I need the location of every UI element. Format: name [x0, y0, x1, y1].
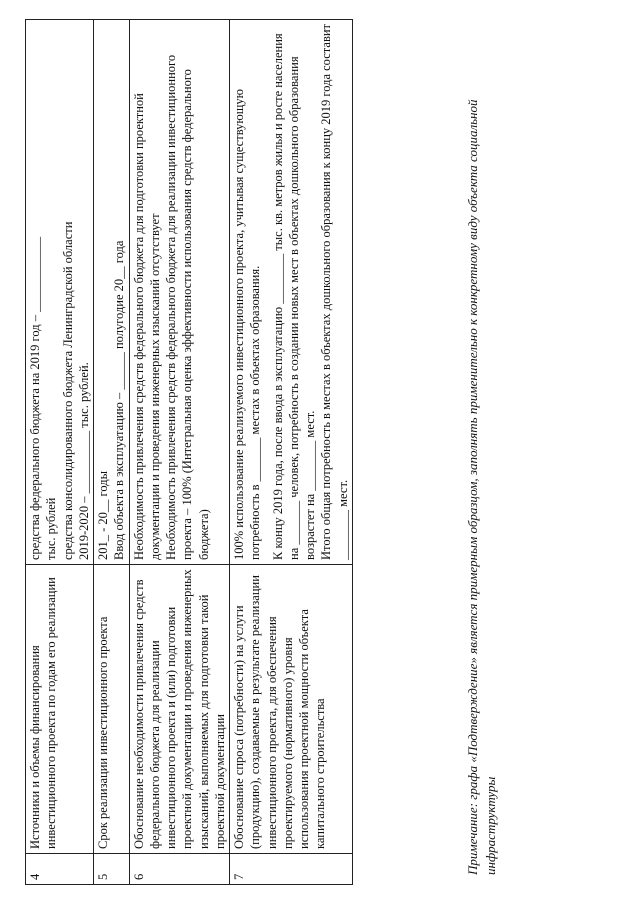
table-row: [94, 20, 130, 885]
row-number: 5: [94, 854, 130, 885]
row-number: 4: [26, 854, 94, 885]
investment-project-table: [25, 19, 353, 885]
value-line: тыс. рублей: [44, 497, 59, 560]
value-line: Необходимость привлечения средств федерального бюджета для подготовки проектной документации и проведения инженерных изысканий отсутствует: [131, 93, 162, 560]
row-value: [94, 20, 130, 565]
value-line: К концу 2019 года, после ввода в эксплуатацию ________ тыс. кв. метров жилья и росте населения на _______ человек, потребность в создании новых мест в объектах дошкольного образования возрастет на ________ мест.: [270, 33, 317, 560]
value-line: Ввод объекта в эксплуатацию – ______ полугодие 20__ года: [112, 240, 127, 560]
row-value: [129, 20, 230, 565]
row-label: Обоснование спроса (потребности) на услуги (продукцию), создаваемые в результате реализации инвестиционного проекта, для обеспечения проектируемого (нормативного) уровня использования проектной мощности объекта капитального строительства: [230, 565, 353, 854]
row-value: [230, 20, 353, 565]
value-line: средства консолидированного бюджета Ленинградской области: [60, 221, 75, 560]
table-row: [230, 20, 353, 885]
row-label: Срок реализации инвестиционного проекта: [94, 565, 130, 854]
value-line: Итого общая потребность в местах в объектах дошкольного образования к концу 2019 года составит ________ мест.: [319, 24, 350, 560]
row-value: [26, 20, 94, 565]
row-number: 6: [129, 854, 230, 885]
row-label: Обоснование необходимости привлечения средств федерального бюджета для реализации инвестиционного проекта и (или) подготовки проектной документации и проведения инженерных изысканий, выполняемых для подготовки такой проектной документации: [129, 565, 230, 854]
value-line: Необходимость привлечения средств федерального бюджета для реализации инвестиционного проекта – 100% (Интегральная оценка эффективности использования средств федерального бюджета): [164, 54, 211, 560]
row-label: Источники и объемы финансирования инвестиционного проекта по годам его реализации: [26, 565, 94, 854]
value-line: средства федерального бюджета на 2019 год – ____________: [28, 236, 42, 560]
value-line: 100% использование реализуемого инвестиционного проекта, учитывая существующую потребность в _______ местах в объектах образования.: [232, 89, 263, 560]
footnote: Примечание: графа «Подтверждение» является примерным образцом, заполнять применительно к конкретному виду объекта социальной инфраструктуры: [465, 99, 498, 875]
row-number: 7: [230, 854, 353, 885]
table-row: [26, 20, 94, 885]
table-row: [129, 20, 230, 885]
value-line: 201_ - 20__ годы: [96, 470, 110, 560]
value-line: 2019-2020 – __________ тыс. рублей.: [76, 362, 91, 560]
